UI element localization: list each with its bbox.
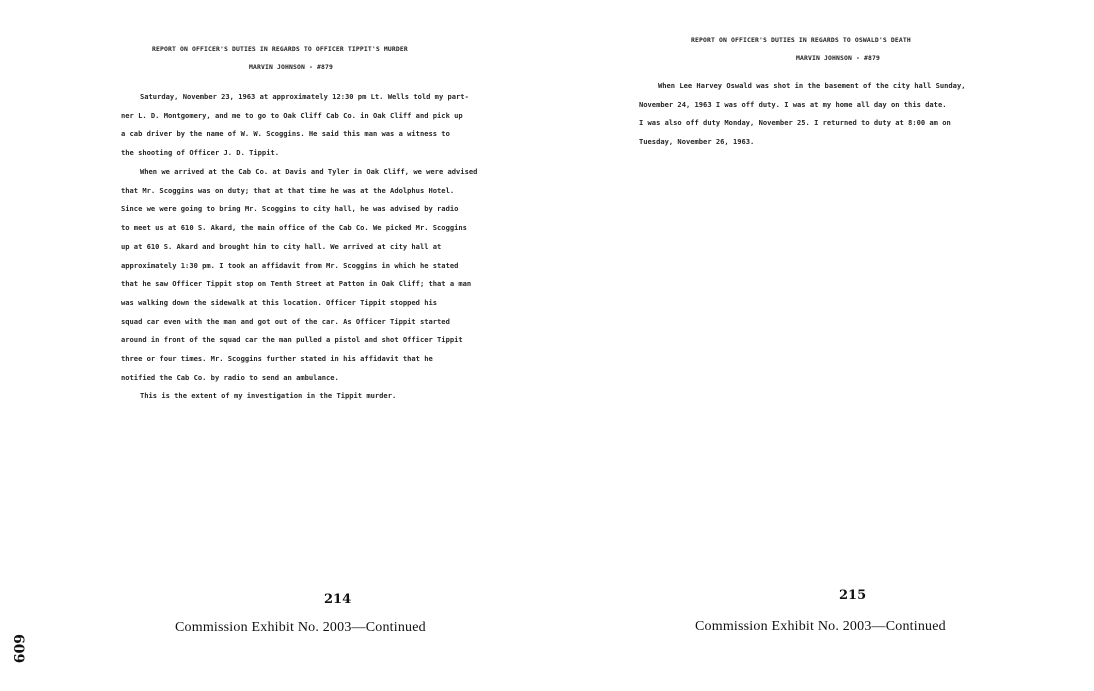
paragraph-line: up at 610 S. Akard and brought him to city hall. We arrived at city hall at: [121, 241, 442, 251]
right-report-author: MARVIN JOHNSON - #879: [796, 54, 880, 62]
left-paragraph-2: [121, 163, 477, 387]
paragraph-line: a cab driver by the name of W. W. Scoggins. He said this man was a witness to: [121, 129, 450, 139]
left-paragraph-3: [121, 387, 396, 406]
paragraph-line: that he saw Officer Tippit stop on Tenth Street at Patton in Oak Cliff; that a man: [121, 279, 472, 289]
left-report-author: MARVIN JOHNSON - #879: [249, 63, 333, 71]
paragraph-line: When Lee Harvey Oswald was shot in the basement of the city hall Sunday,: [658, 81, 966, 90]
paragraph-line: I was also off duty Monday, November 25. I returned to duty at 8:00 am on: [639, 118, 951, 128]
paragraph-line: November 24, 1963 I was off duty. I was at my home all day on this date.: [639, 99, 947, 109]
left-page-number: 214: [324, 592, 352, 607]
paragraph-line: Saturday, November 23, 1963 at approximately 12:30 pm Lt. Wells told my part-: [140, 92, 469, 101]
margin-page-number: 609: [10, 634, 26, 664]
paragraph-line: Tuesday, November 26, 1963.: [639, 137, 755, 147]
paragraph-line: the shooting of Officer J. D. Tippit.: [121, 148, 280, 158]
right-page-number: 215: [839, 588, 867, 603]
paragraph-line: notified the Cab Co. by radio to send an ambulance.: [121, 372, 339, 382]
paragraph-line: When we arrived at the Cab Co. at Davis and Tyler in Oak Cliff, we were advised: [140, 167, 478, 176]
left-exhibit-caption: Commission Exhibit No. 2003—Continued: [175, 620, 426, 635]
right-exhibit-caption: Commission Exhibit No. 2003—Continued: [695, 619, 946, 634]
paragraph-line: squad car even with the man and got out of the car. As Officer Tippit started: [121, 316, 450, 326]
paragraph-line: that Mr. Scoggins was on duty; that at that time he was at the Adolphus Hotel.: [121, 185, 455, 195]
paragraph-line: was walking down the sidewalk at this location. Officer Tippit stopped his: [121, 297, 438, 307]
right-page: [547, 0, 1094, 691]
left-report-title: REPORT ON OFFICER'S DUTIES IN REGARDS TO OFFICER TIPPIT'S MURDER: [152, 45, 408, 53]
paragraph-line: three or four times. Mr. Scoggins further stated in his affidavit that he: [121, 354, 433, 364]
paragraph-line: approximately 1:30 pm. I took an affidavit from Mr. Scoggins in which he stated: [121, 260, 459, 270]
paragraph-line: around in front of the squad car the man pulled a pistol and shot Officer Tippit: [121, 335, 463, 345]
paragraph-line: to meet us at 610 S. Akard, the main office of the Cab Co. We picked Mr. Scoggins: [121, 223, 467, 233]
right-paragraph-1: [639, 77, 966, 152]
paragraph-line: Since we were going to bring Mr. Scoggins to city hall, he was advised by radio: [121, 204, 459, 214]
paragraph-line: ner L. D. Montgomery, and me to go to Oak Cliff Cab Co. in Oak Cliff and pick up: [121, 110, 463, 120]
paragraph-line: This is the extent of my investigation in the Tippit murder.: [140, 391, 397, 400]
right-report-title: REPORT ON OFFICER'S DUTIES IN REGARDS TO OSWALD'S DEATH: [691, 36, 911, 44]
left-paragraph-1: [121, 88, 469, 163]
